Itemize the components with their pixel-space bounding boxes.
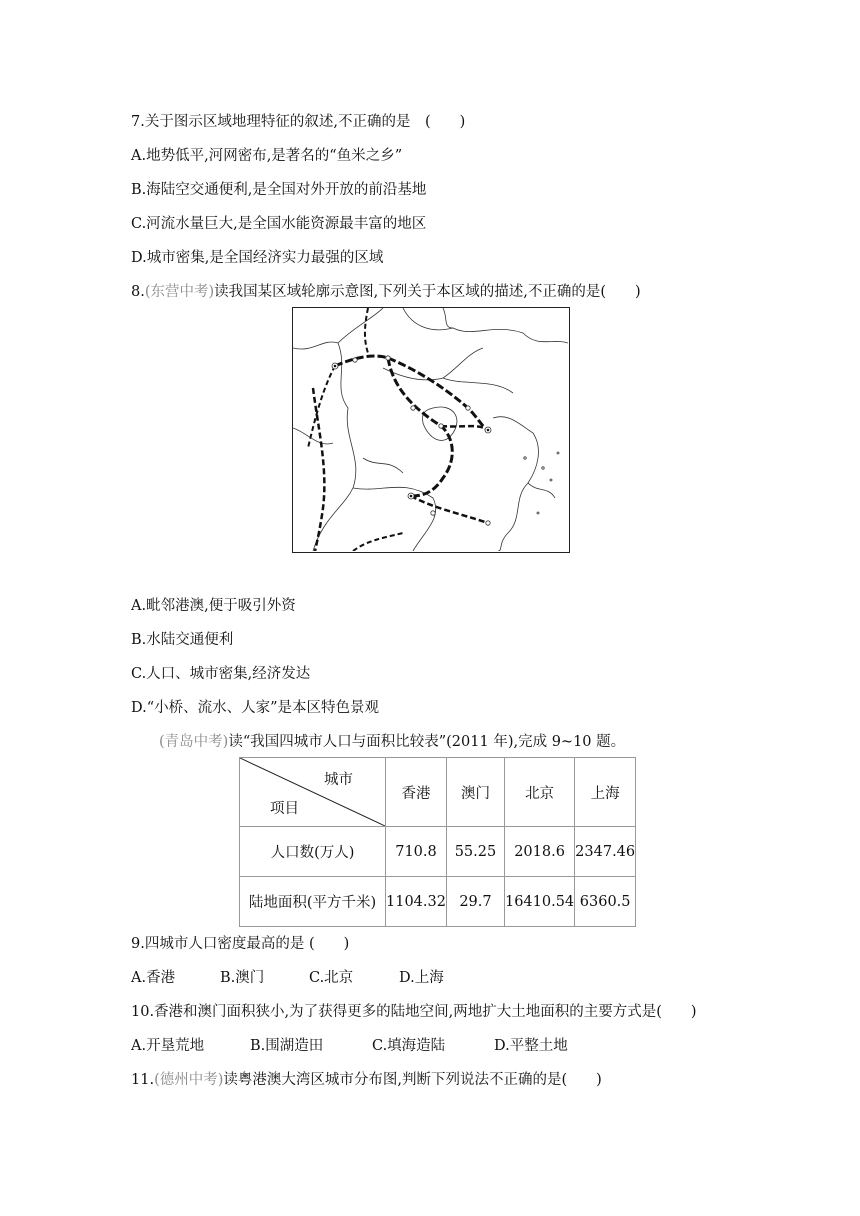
q10-option-b: B.围湖造田	[250, 1038, 324, 1054]
column-header: 北京	[504, 758, 574, 827]
q9-options	[131, 968, 444, 988]
q11-number: 11.	[131, 1072, 155, 1088]
table-cell: 16410.54	[504, 877, 574, 927]
q7-option-b: B.海陆空交通便利,是全国对外开放的前沿基地	[131, 182, 427, 198]
q8-stem-line	[131, 282, 641, 302]
q7-option-a: A.地势低平,河网密布,是著名的“鱼米之乡”	[131, 148, 403, 164]
table-cell: 2018.6	[504, 827, 574, 877]
q9-option-b: B.澳门	[220, 970, 265, 986]
table-cell: 55.25	[446, 827, 504, 877]
table-cell: 1104.32	[386, 877, 447, 927]
row-label: 人口数(万人)	[240, 827, 386, 877]
corner-item-label: 项目	[270, 801, 299, 817]
row-label: 陆地面积(平方千米)	[240, 877, 386, 927]
q8-number: 8.	[131, 284, 145, 300]
table-corner-cell	[240, 758, 386, 827]
q10-option-a: A.开垦荒地	[131, 1038, 205, 1054]
q7-option-c: C.河流水量巨大,是全国水能资源最丰富的地区	[131, 216, 427, 232]
q10-stem: 10.香港和澳门面积狭小,为了获得更多的陆地空间,两地扩大土地面积的主要方式是( )	[131, 1004, 697, 1020]
q9-10-intro	[159, 732, 625, 752]
q9-option-d: D.上海	[399, 970, 444, 986]
table-cell: 710.8	[386, 827, 447, 877]
intro-text: 读“我国四城市人口与面积比较表”(2011 年),完成 9~10 题。	[228, 734, 626, 750]
corner-city-label: 城市	[324, 772, 353, 788]
column-header: 上海	[575, 758, 636, 827]
q8-stem: 读我国某区域轮廓示意图,下列关于本区域的描述,不正确的是( )	[214, 284, 641, 300]
q9-stem: 9.四城市人口密度最高的是 ( )	[131, 936, 350, 952]
table-row	[240, 877, 636, 927]
q11-source: (德州中考)	[154, 1072, 224, 1088]
q8-source: (东营中考)	[144, 284, 215, 300]
column-header: 香港	[386, 758, 447, 827]
intro-source: (青岛中考)	[159, 734, 229, 750]
q10-option-d: D.平整土地	[494, 1038, 568, 1054]
q8-option-b: B.水陆交通便利	[131, 632, 234, 648]
table-header-row	[240, 758, 636, 827]
q11-stem-line	[131, 1070, 602, 1090]
region-outline-map	[292, 307, 570, 553]
q8-option-d: D.“小桥、流水、人家”是本区特色景观	[131, 700, 380, 716]
q9-option-a: A.香港	[131, 970, 176, 986]
q7-option-d: D.城市密集,是全国经济实力最强的区域	[131, 250, 384, 266]
q10-options	[131, 1036, 568, 1056]
q11-stem: 读粤港澳大湾区城市分布图,判断下列说法不正确的是( )	[223, 1072, 602, 1088]
city-comparison-table	[239, 757, 636, 927]
q7-stem: 7.关于图示区域地理特征的叙述,不正确的是 ( )	[131, 114, 466, 130]
q8-option-c: C.人口、城市密集,经济发达	[131, 666, 311, 682]
column-header: 澳门	[446, 758, 504, 827]
table-cell: 29.7	[446, 877, 504, 927]
table-cell: 6360.5	[575, 877, 636, 927]
table-cell: 2347.46	[575, 827, 636, 877]
q8-option-a: A.毗邻港澳,便于吸引外资	[131, 598, 296, 614]
q10-option-c: C.填海造陆	[372, 1038, 446, 1054]
table-row	[240, 827, 636, 877]
q9-option-c: C.北京	[309, 970, 354, 986]
